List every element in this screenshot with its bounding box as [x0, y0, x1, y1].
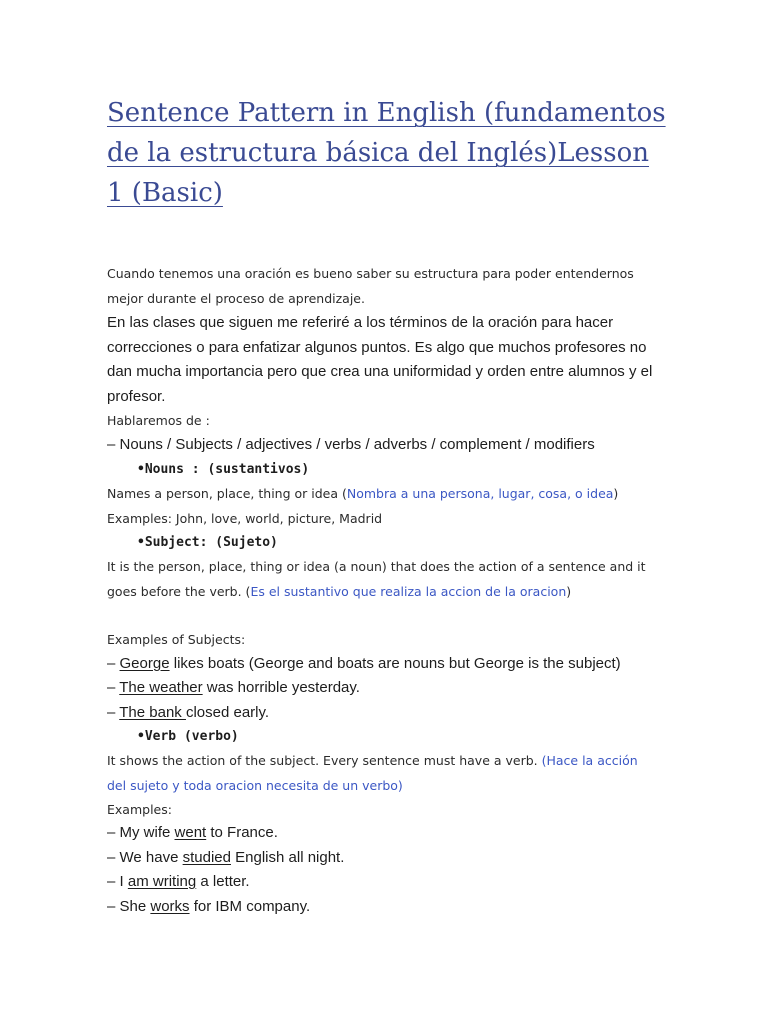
example-rest: a letter.: [196, 873, 250, 890]
subject-heading: •Subject: (Sujeto): [137, 535, 278, 550]
verb-heading: •Verb (verbo): [137, 729, 239, 744]
example-rest: English all night.: [230, 849, 345, 866]
verb-example: [107, 849, 344, 866]
intro-paragraph-line: correcciones o para enfatizar algunos puntos. Es algo que muchos profesores no: [107, 339, 647, 356]
example-lead: – We have: [107, 849, 183, 866]
topics-label: Hablaremos de :: [107, 413, 210, 428]
example-rest: closed early.: [185, 704, 270, 721]
subject-examples-label: Examples of Subjects:: [107, 632, 246, 647]
verb-definition-es-line: del sujeto y toda oracion necesita de un verbo): [107, 778, 403, 793]
nouns-heading: •Nouns : (sustantivos): [137, 462, 310, 477]
subject-word: George: [119, 655, 170, 672]
verb-examples-label: Examples:: [107, 802, 172, 817]
nouns-definition: [107, 486, 618, 501]
verb-example: [107, 873, 250, 890]
example-dash: –: [107, 679, 120, 696]
intro-paragraph-line: mejor durante el proceso de aprendizaje.: [107, 291, 365, 306]
example-lead: – My wife: [107, 824, 175, 841]
nouns-definition-es: Nombra a una persona, lugar, cosa, o idea: [346, 486, 614, 501]
example-lead: – I: [107, 873, 128, 890]
subject-example: [107, 679, 360, 696]
verb-definition-line: [107, 753, 638, 768]
example-lead: – She: [107, 898, 151, 915]
example-rest: for IBM company.: [189, 898, 311, 915]
page-title[interactable]: Sentence Pattern in English (fundamentos de la estructura básica del Inglés)Lesson 1 (Basic): [107, 98, 666, 208]
intro-paragraph-line: En las clases que siguen me referiré a los términos de la oración para hacer: [107, 314, 614, 331]
subject-word: The weather: [119, 679, 203, 696]
verb-word: went: [174, 824, 207, 841]
nouns-definition-en: Names a person, place, thing or idea (: [107, 486, 347, 501]
subject-word: The bank: [119, 704, 186, 721]
subject-definition-line: [107, 584, 571, 599]
verb-definition-en: It shows the action of the subject. Every sentence must have a verb.: [107, 753, 542, 768]
nouns-definition-close: ): [613, 486, 619, 501]
verb-definition-es: (Hace la acción: [541, 753, 638, 768]
subject-definition-line: It is the person, place, thing or idea (a noun) that does the action of a sentence and it: [107, 559, 646, 574]
verb-word: am writing: [127, 873, 197, 890]
example-rest: likes boats (George and boats are nouns but George is the subject): [169, 655, 621, 672]
verb-word: studied: [182, 849, 231, 866]
subject-definition-close: ): [566, 584, 572, 599]
verb-example: [107, 824, 278, 841]
example-dash: –: [107, 704, 120, 721]
subject-example: [107, 704, 269, 721]
subject-definition-es: Es el sustantivo que realiza la accion de la oracion: [250, 584, 567, 599]
topics-list: – Nouns / Subjects / adjectives / verbs / adverbs / complement / modifiers: [107, 436, 595, 453]
example-rest: to France.: [206, 824, 278, 841]
subject-definition-en: goes before the verb. (: [107, 584, 251, 599]
verb-word: works: [150, 898, 190, 915]
intro-paragraph-line: dan mucha importancia pero que crea una uniformidad y orden entre alumnos y el: [107, 363, 653, 380]
intro-paragraph-line: Cuando tenemos una oración es bueno saber su estructura para poder entendernos: [107, 266, 634, 281]
verb-example: [107, 898, 310, 915]
example-dash: –: [107, 655, 120, 672]
subject-example: [107, 655, 621, 672]
intro-paragraph-line: profesor.: [107, 388, 166, 405]
nouns-examples: Examples: John, love, world, picture, Madrid: [107, 511, 383, 526]
example-rest: was horrible yesterday.: [202, 679, 360, 696]
